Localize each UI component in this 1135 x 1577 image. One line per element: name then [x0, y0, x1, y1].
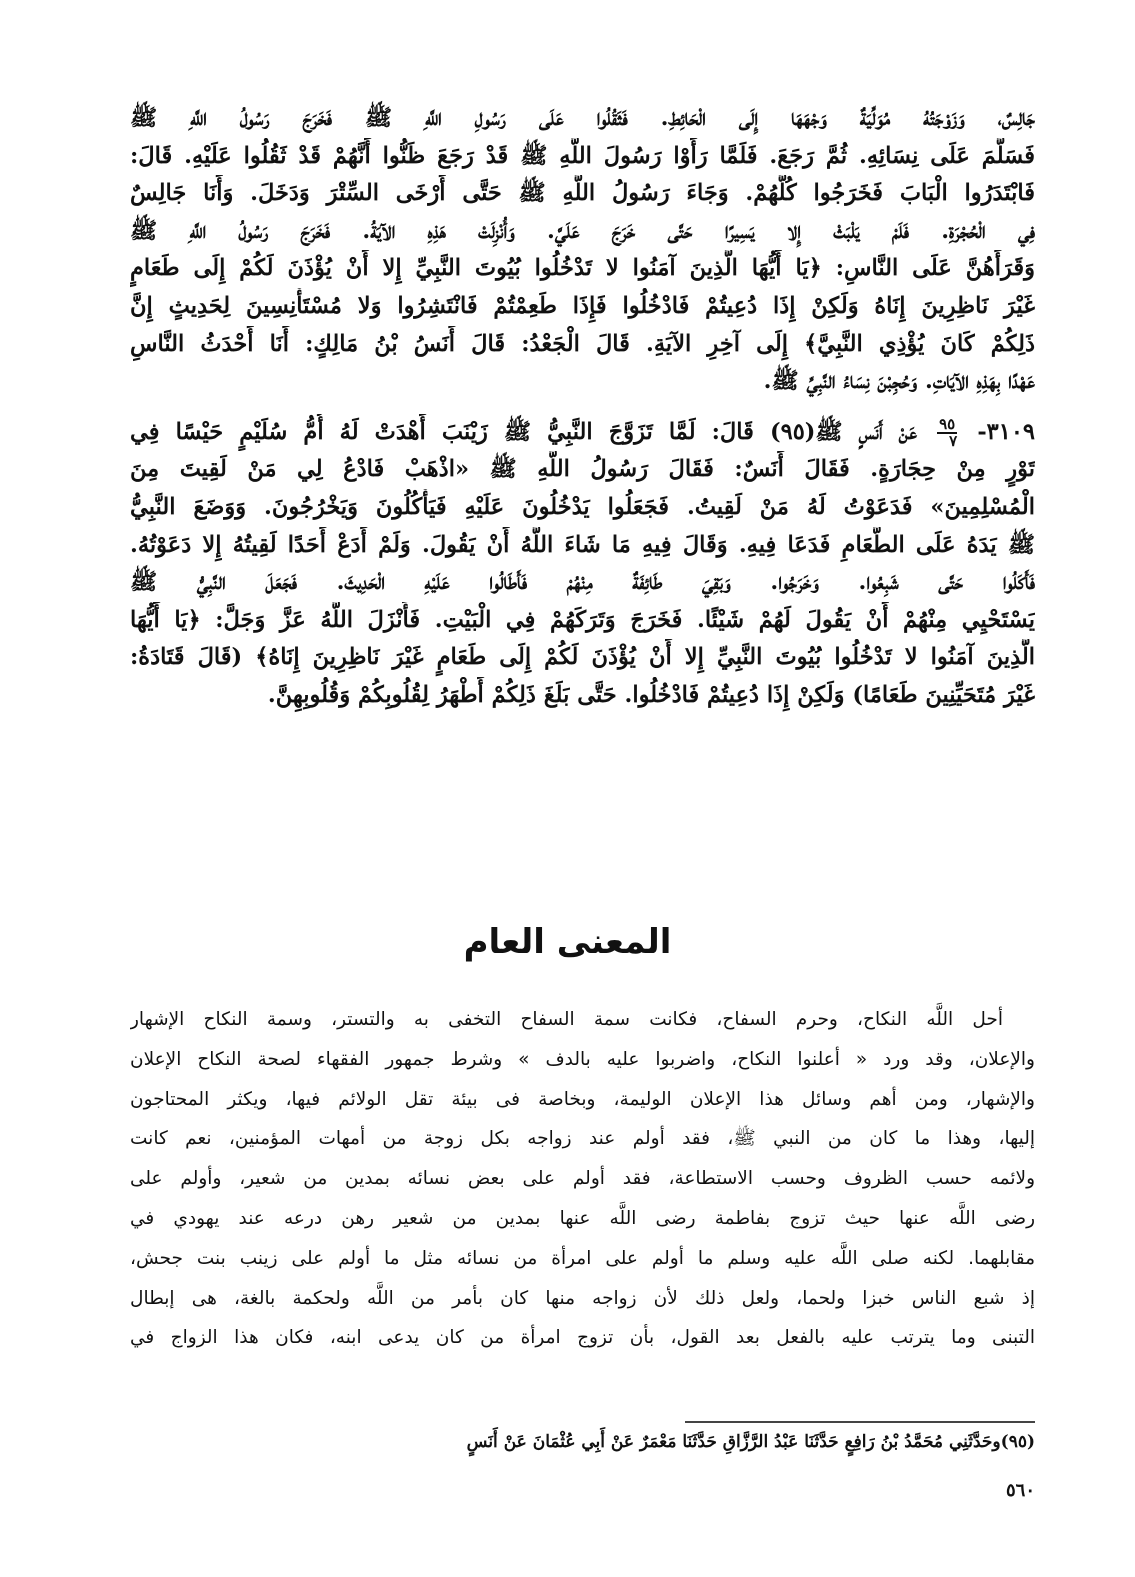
footnote-divider: [685, 1421, 1035, 1423]
section-heading: المعنى العام: [463, 922, 672, 962]
hadith-line: فَسَلَّمَ عَلَى نِسَائِهِ. ثُمَّ رَجَعَ. فَلَمَّا رَأَوْا رَسُولَ اللَّهِ ﷺ قَدْ رَجَعَ ظَنُّوا أَنَّهُمْ قَدْ ثَقُلُوا عَلَيْهِ. قَالَ:: [130, 142, 1035, 169]
commentary-line: أحل اللَّه النكاح، وحرم السفاح، فكانت سمة السفاح التخفى به والتستر، وسمة النكاح الإشهار: [130, 1009, 1003, 1030]
hadith-line: فِي الْحُجْرَةِ. فَلَمْ يَلْبَثْ إِلا يَسِيرًا حَتَّى خَرَجَ عَلَيَّ. وَأُنْزِلَتْ هَذِهِ الآيَةُ. فَخَرَجَ رَسُولُ اللَّهِ ﷺ: [130, 217, 1035, 244]
hadith-line: يَسْتَحْيِي مِنْهُمْ أَنْ يَقُولَ لَهُمْ شَيْئًا. فَخَرَجَ وَتَرَكَهُمْ فِي الْبَيْتِ. فَأَنْزَلَ اللَّهُ عَزَّ وَجَلَّ: ﴿يَا أَيُّهَا: [130, 606, 1035, 633]
hadith-number: ٣١٠٩-: [977, 418, 1035, 445]
hadith-line: جَالِسٌ، وَزَوْجَتُهُ مُوَلِّيَةٌ وَجْهَهَا إِلَى الْحَائِطِ. فَثَقُلُوا عَلَى رَسُولِ اللَّهِ ﷺ فَخَرَجَ رَسُولُ اللَّهِ ﷺ: [130, 105, 1035, 131]
footnote: (٩٥)وحَدَّثَنِي مُحَمَّدُ بْنُ رَافِعٍ حَدَّثَنَا عَبْدُ الرَّزَّاقِ حَدَّثَنَا مَعْمَرٌ عَنْ أَبِي عُثْمَانَ عَنْ أَنَسٍ: [466, 1432, 1035, 1452]
hadith-line-text: عَنْ أَنَسٍ ﷺ(٩٥) قَالَ: لَمَّا تَزَوَّجَ النَّبِيُّ ﷺ زَيْنَبَ أَهْدَتْ لَهُ أُمُّ سُلَيْمٍ حَيْسًا فِي: [130, 418, 918, 445]
paragraph-gap: [130, 401, 1035, 414]
hadith-3109-first-line: [130, 414, 1035, 452]
hadith-line: فَأَكَلُوا حَتَّى شَبِعُوا. وَخَرَجُوا. وَبَقِيَ طَائِفَةٌ مِنْهُمْ فَأَطَالُوا عَلَيْهِ الْحَدِيثَ. فَجَعَلَ النَّبِيُّ ﷺ: [130, 569, 1035, 596]
hadith-line: عَهْدًا بِهَذِهِ الآيَاتِ. وَحُجِبْنَ نِسَاءُ النَّبِيِّ ﷺ.: [763, 368, 1035, 395]
commentary-line: مقابلهما. لكنه صلى اللَّه عليه وسلم ما أولم على امرأة من نسائه مثل ما أولم على زينب بنت جحش،: [130, 1247, 1035, 1269]
page-number: ٥٦٠: [1005, 1480, 1035, 1501]
hadith-line: غَيْرَ نَاظِرِينَ إِنَاهُ وَلَكِنْ إِذَا دُعِيتُمْ فَادْخُلُوا فَإِذَا طَعِمْتُمْ فَانْتَشِرُوا وَلا مُسْتَأْنِسِينَ لِحَدِيثٍ إِنَّ: [130, 292, 1035, 319]
hadith-line: ذَلِكُمْ كَانَ يُؤْذِي النَّبِيَّ﴾ إِلَى آخِرِ الآيَةِ. قَالَ الْجَعْدُ: قَالَ أَنَسُ بْنُ مَالِكٍ: أَنَا أَحْدَثُ النَّاسِ: [130, 330, 1035, 357]
hadith-line: غَيْرَ مُتَحَيِّنِينَ طَعَامًا) وَلَكِنْ إِذَا دُعِيتُمْ فَادْخُلُوا. حَتَّى بَلَغَ ذَلِكُمْ أَطْهَرُ لِقُلُوبِكُمْ وَقُلُوبِهِنَّ.: [267, 681, 1035, 708]
hadith-line: ﷺ يَدَهُ عَلَى الطَّعَامِ فَدَعَا فِيهِ. وَقَالَ فِيهِ مَا شَاءَ اللَّهُ أَنْ يَقُولَ. وَلَمْ أَدَعْ أَحَدًا لَقِيتُهُ إِلا دَعَوْتُهُ.: [130, 531, 1035, 558]
reference-fraction: [937, 414, 958, 450]
fraction-numerator: ٩٥: [939, 414, 956, 433]
commentary-line: إذ شبع الناس خبزا ولحما، ولعل ذلك لأن زواجه منها كان بأمر من اللَّه ولحكمة بالغة، هى إبطال: [130, 1287, 1035, 1309]
commentary-line: ولائمه حسب الظروف وحسب الاستطاعة، فقد أولم على بعض نسائه بمدين من شعير، وأولم على: [130, 1168, 1035, 1190]
hadith-line: وَقَرَأَهُنَّ عَلَى النَّاسِ: ﴿يَا أَيُّهَا الَّذِينَ آمَنُوا لا تَدْخُلُوا بُيُوتَ النَّبِيِّ إِلا أَنْ يُؤْذَنَ لَكُمْ إِلَى طَعَامٍ: [130, 255, 1035, 282]
hadith-line: تَوْرٍ مِنْ حِجَارَةٍ. فَقَالَ أَنَسٌ: فَقَالَ رَسُولُ اللَّهِ ﷺ «اذْهَبْ فَادْعُ لِي مَنْ لَقِيتَ مِنَ: [130, 456, 1035, 483]
fraction-denominator: ٧: [949, 431, 958, 450]
commentary-line: والإعلان، وقد ورد « أعلنوا النكاح، واضربوا عليه بالدف » وشرط جمهور الفقهاء لصحة النكاح الإعلان: [130, 1048, 1035, 1070]
commentary-line: إليها، وهذا ما كان من النبي ﷺ، فقد أولم عند زواجه بكل زوجة من أمهات المؤمنين، نعم كانت: [130, 1128, 1035, 1150]
hadith-line: الَّذِينَ آمَنُوا لا تَدْخُلُوا بُيُوتَ النَّبِيِّ إِلا أَنْ يُؤْذَنَ لَكُمْ إِلَى طَعَامٍ غَيْرَ نَاظِرِينَ إِنَاهُ﴾ (قَالَ قَتَادَةُ:: [130, 644, 1035, 671]
commentary-line: رضى اللَّه عنها حيث تزوج بفاطمة رضى اللَّه عنها بمدين من شعير رهن درعه عند يهودي في: [130, 1207, 1035, 1229]
commentary-line: التبنى وما يترتب عليه بالفعل بعد القول، بأن تزوج امرأة من كان يدعى ابنه، فكان هذا الزواج في: [130, 1327, 1035, 1349]
hadith-text-block: [130, 100, 1035, 715]
hadith-line: فَابْتَدَرُوا الْبَابَ فَخَرَجُوا كُلُّهُمْ. وَجَاءَ رَسُولُ اللَّهِ ﷺ حَتَّى أَرْخَى السِّتْرَ وَدَخَلَ. وَأَنَا جَالِسٌ: [130, 180, 1035, 207]
hadith-line: الْمُسْلِمِينَ» فَدَعَوْتُ لَهُ مَنْ لَقِيتُ. فَجَعَلُوا يَدْخُلُونَ عَلَيْهِ فَيَأْكُلُونَ وَيَخْرُجُونَ. وَوَضَعَ النَّبِيُّ: [130, 493, 1035, 520]
commentary-block: [130, 1000, 1035, 1358]
commentary-line: والإشهار، ومن أهم وسائل هذا الإعلان الوليمة، وبخاصة فى بيئة تقل الولائم فيها، ويكثر المحتاجون: [130, 1088, 1035, 1110]
